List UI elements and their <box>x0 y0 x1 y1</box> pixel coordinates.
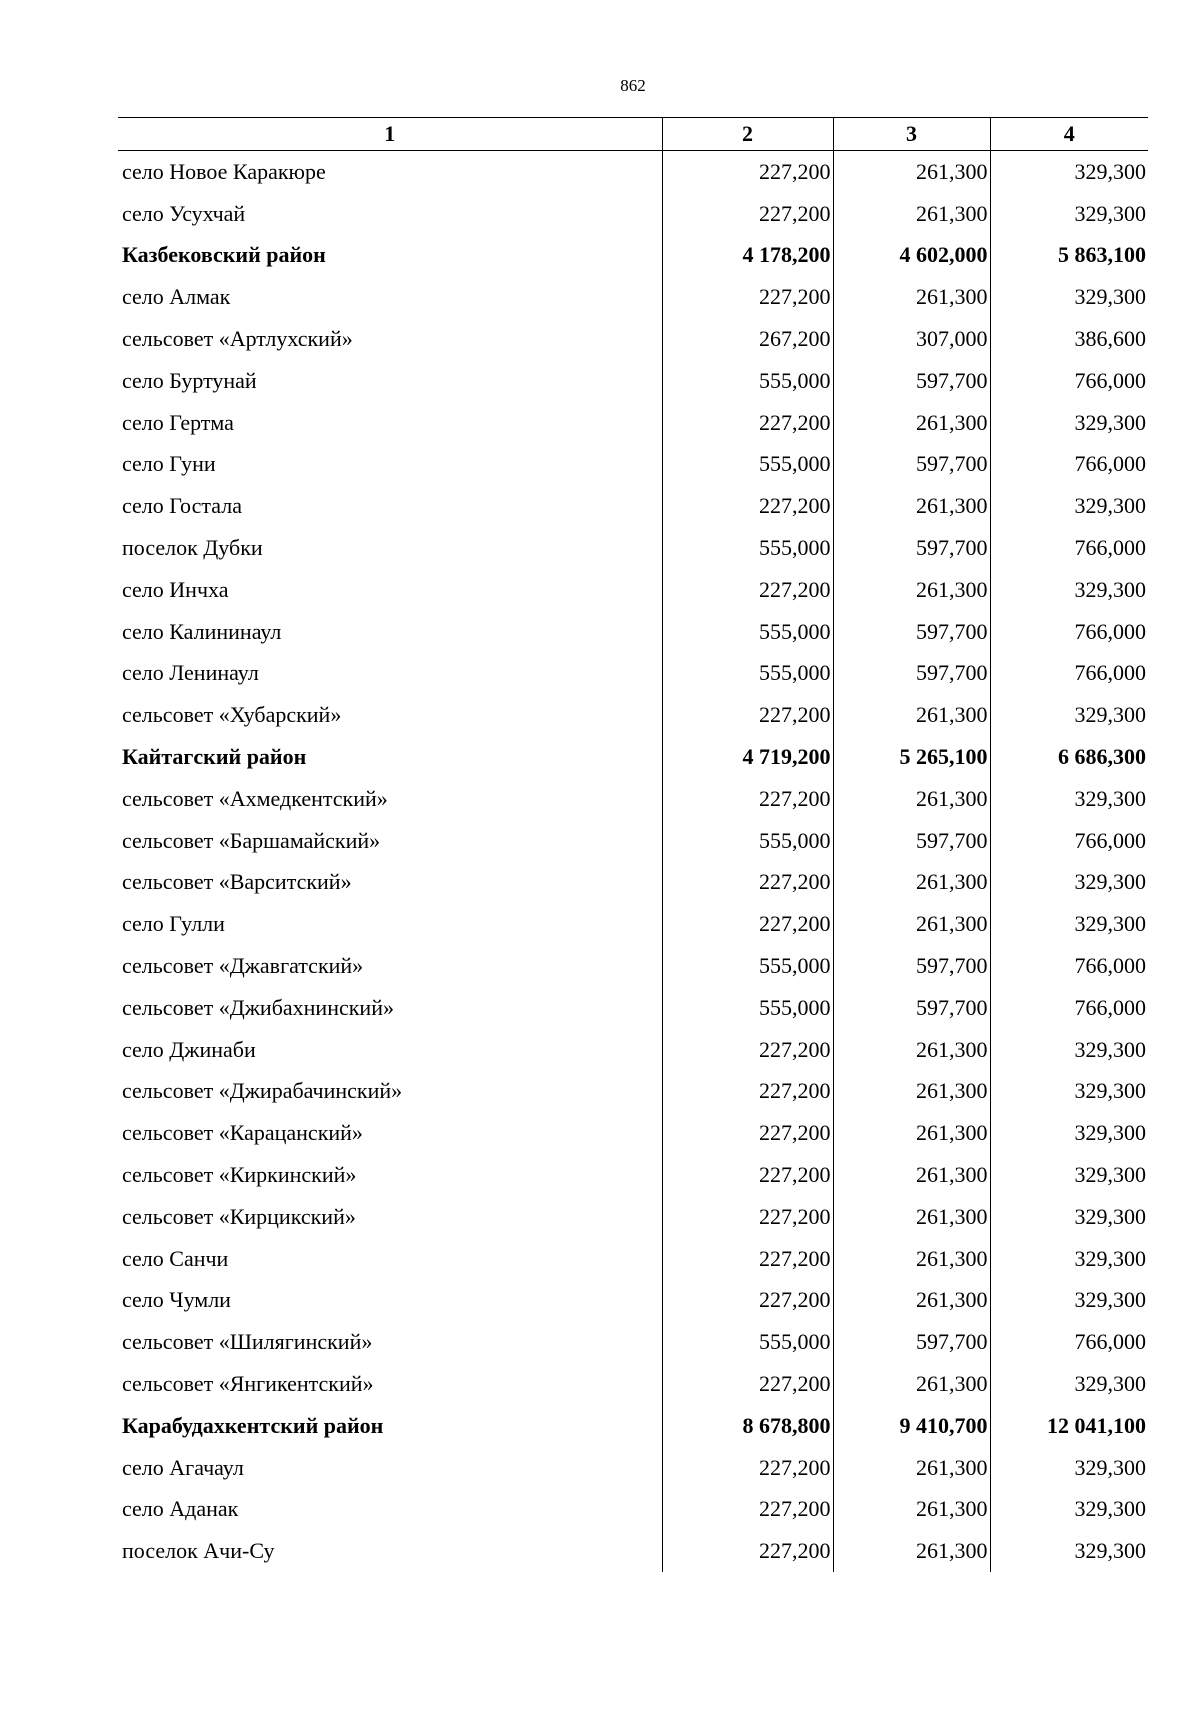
col-3-value: 261,300 <box>833 778 990 820</box>
col-3-value: 261,300 <box>833 694 990 736</box>
table-row <box>118 820 1148 862</box>
col-2-value: 227,200 <box>662 694 833 736</box>
col-4-value: 329,300 <box>990 862 1148 904</box>
table-row <box>118 1363 1148 1405</box>
header-col-2: 2 <box>662 118 833 151</box>
col-4-value: 329,300 <box>990 1112 1148 1154</box>
col-3-value: 261,300 <box>833 1447 990 1489</box>
row-name-cell: сельсовет «Ахмедкентский» <box>122 785 388 811</box>
table-row <box>118 193 1148 235</box>
row-name-cell: сельсовет «Артлухский» <box>122 326 353 352</box>
row-name-cell: село Чумли <box>122 1287 231 1313</box>
col-2-value: 227,200 <box>662 1029 833 1071</box>
col-3-value: 261,300 <box>833 402 990 444</box>
row-name-cell: сельсовет «Джирабачинский» <box>122 1078 403 1104</box>
col-3-value: 261,300 <box>833 1071 990 1113</box>
col-2-value: 555,000 <box>662 987 833 1029</box>
table-row <box>118 1530 1148 1572</box>
col-2-value: 555,000 <box>662 1321 833 1363</box>
table-row <box>118 778 1148 820</box>
col-4-value: 329,300 <box>990 1154 1148 1196</box>
col-4-value: 329,300 <box>990 193 1148 235</box>
row-name-cell: поселок Ачи-Су <box>122 1538 275 1564</box>
col-4-value: 329,300 <box>990 1238 1148 1280</box>
col-3-value: 9 410,700 <box>833 1405 990 1447</box>
col-3-value: 261,300 <box>833 1489 990 1531</box>
table-body <box>118 151 1148 1573</box>
col-2-value: 4 178,200 <box>662 235 833 277</box>
table-row <box>118 151 1148 193</box>
col-4-value: 766,000 <box>990 945 1148 987</box>
col-4-value: 766,000 <box>990 611 1148 653</box>
table-row <box>118 485 1148 527</box>
col-2-value: 555,000 <box>662 360 833 402</box>
col-2-value: 227,200 <box>662 862 833 904</box>
col-3-value: 261,300 <box>833 151 990 193</box>
col-2-value: 227,200 <box>662 778 833 820</box>
header-col-1: 1 <box>118 118 662 151</box>
table-row <box>118 862 1148 904</box>
col-4-value: 329,300 <box>990 1029 1148 1071</box>
col-4-value: 329,300 <box>990 485 1148 527</box>
col-3-value: 261,300 <box>833 1530 990 1572</box>
table-row <box>118 318 1148 360</box>
col-3-value: 261,300 <box>833 1363 990 1405</box>
col-3-value: 261,300 <box>833 1280 990 1322</box>
col-4-value: 329,300 <box>990 1447 1148 1489</box>
col-3-value: 4 602,000 <box>833 235 990 277</box>
district-total-row <box>118 235 1148 277</box>
table-row <box>118 903 1148 945</box>
col-3-value: 261,300 <box>833 569 990 611</box>
col-4-value: 766,000 <box>990 444 1148 486</box>
col-3-value: 261,300 <box>833 276 990 318</box>
row-name-cell: село Ленинаул <box>122 660 259 686</box>
col-4-value: 329,300 <box>990 1363 1148 1405</box>
col-3-value: 261,300 <box>833 485 990 527</box>
header-row <box>118 118 1148 151</box>
table-row <box>118 1489 1148 1531</box>
row-name-cell: сельсовет «Киркинский» <box>122 1162 357 1188</box>
col-3-value: 597,700 <box>833 527 990 569</box>
district-total-row <box>118 736 1148 778</box>
row-name-cell: село Джинаби <box>122 1036 256 1062</box>
col-4-value: 329,300 <box>990 1280 1148 1322</box>
table-row <box>118 402 1148 444</box>
page-number: 862 <box>620 76 646 95</box>
col-3-value: 597,700 <box>833 945 990 987</box>
col-4-value: 386,600 <box>990 318 1148 360</box>
col-4-value: 329,300 <box>990 569 1148 611</box>
col-3-value: 261,300 <box>833 1238 990 1280</box>
col-2-value: 227,200 <box>662 1071 833 1113</box>
row-name-cell: Карабудахкентский район <box>122 1412 384 1438</box>
table-row <box>118 527 1148 569</box>
col-3-value: 261,300 <box>833 1029 990 1071</box>
col-2-value: 227,200 <box>662 1530 833 1572</box>
col-4-value: 5 863,100 <box>990 235 1148 277</box>
col-4-value: 329,300 <box>990 1530 1148 1572</box>
col-2-value: 555,000 <box>662 653 833 695</box>
row-name-cell: село Гуни <box>122 451 216 477</box>
col-4-value: 329,300 <box>990 1489 1148 1531</box>
col-4-value: 329,300 <box>990 778 1148 820</box>
col-4-value: 766,000 <box>990 1321 1148 1363</box>
table-row <box>118 1196 1148 1238</box>
col-4-value: 329,300 <box>990 903 1148 945</box>
table-row <box>118 611 1148 653</box>
col-2-value: 227,200 <box>662 1154 833 1196</box>
table-row <box>118 1112 1148 1154</box>
col-2-value: 227,200 <box>662 569 833 611</box>
col-2-value: 555,000 <box>662 820 833 862</box>
col-3-value: 597,700 <box>833 360 990 402</box>
row-name-cell: сельсовет «Карацанский» <box>122 1120 363 1146</box>
row-name-cell: сельсовет «Хубарский» <box>122 702 342 728</box>
col-2-value: 227,200 <box>662 1238 833 1280</box>
col-3-value: 261,300 <box>833 1112 990 1154</box>
col-3-value: 261,300 <box>833 903 990 945</box>
row-name-cell: село Гостала <box>122 493 242 519</box>
row-name-cell: село Усухчай <box>122 200 246 226</box>
col-2-value: 227,200 <box>662 1447 833 1489</box>
col-2-value: 4 719,200 <box>662 736 833 778</box>
table-row <box>118 276 1148 318</box>
col-2-value: 227,200 <box>662 402 833 444</box>
district-total-row <box>118 1405 1148 1447</box>
row-name-cell: село Агачаул <box>122 1454 244 1480</box>
col-2-value: 227,200 <box>662 1489 833 1531</box>
table-row <box>118 653 1148 695</box>
col-4-value: 766,000 <box>990 527 1148 569</box>
row-name-cell: село Аданак <box>122 1496 239 1522</box>
col-3-value: 597,700 <box>833 653 990 695</box>
col-2-value: 555,000 <box>662 611 833 653</box>
row-name-cell: село Новое Каракюре <box>122 158 326 184</box>
col-2-value: 555,000 <box>662 945 833 987</box>
table-row <box>118 1321 1148 1363</box>
row-name-cell: сельсовет «Янгикентский» <box>122 1371 374 1396</box>
row-name-cell: село Гулли <box>122 911 225 937</box>
row-name-cell: село Буртунай <box>122 367 257 393</box>
row-name-cell: сельсовет «Шилягинский» <box>122 1329 373 1355</box>
col-3-value: 261,300 <box>833 1154 990 1196</box>
col-4-value: 329,300 <box>990 1196 1148 1238</box>
col-3-value: 597,700 <box>833 444 990 486</box>
table-row <box>118 1447 1148 1489</box>
table-row <box>118 360 1148 402</box>
table-row <box>118 694 1148 736</box>
row-name-cell: сельсовет «Кирцикский» <box>122 1203 356 1229</box>
row-name-cell: Кайтагский район <box>122 744 307 770</box>
col-3-value: 261,300 <box>833 193 990 235</box>
col-3-value: 597,700 <box>833 820 990 862</box>
row-name-cell: сельсовет «Варситский» <box>122 869 352 895</box>
table-row <box>118 1238 1148 1280</box>
col-2-value: 227,200 <box>662 1363 833 1405</box>
col-4-value: 766,000 <box>990 360 1148 402</box>
col-3-value: 597,700 <box>833 611 990 653</box>
header-col-4: 4 <box>990 118 1148 151</box>
allocation-table <box>118 117 1148 1572</box>
col-3-value: 261,300 <box>833 862 990 904</box>
col-2-value: 227,200 <box>662 1280 833 1322</box>
table-row <box>118 1154 1148 1196</box>
col-4-value: 766,000 <box>990 653 1148 695</box>
table-row <box>118 945 1148 987</box>
col-2-value: 555,000 <box>662 444 833 486</box>
col-2-value: 227,200 <box>662 151 833 193</box>
col-4-value: 6 686,300 <box>990 736 1148 778</box>
col-4-value: 766,000 <box>990 987 1148 1029</box>
col-4-value: 329,300 <box>990 694 1148 736</box>
row-name-cell: село Гертма <box>122 409 234 435</box>
row-name-cell: село Санчи <box>122 1245 229 1271</box>
col-4-value: 329,300 <box>990 402 1148 444</box>
col-4-value: 766,000 <box>990 820 1148 862</box>
table-header <box>118 118 1148 151</box>
col-4-value: 329,300 <box>990 276 1148 318</box>
row-name-cell: село Инчха <box>122 576 229 602</box>
row-name-cell: село Алмак <box>122 284 231 310</box>
col-3-value: 307,000 <box>833 318 990 360</box>
col-2-value: 555,000 <box>662 527 833 569</box>
col-4-value: 329,300 <box>990 151 1148 193</box>
col-2-value: 227,200 <box>662 193 833 235</box>
col-2-value: 227,200 <box>662 276 833 318</box>
col-3-value: 597,700 <box>833 1321 990 1363</box>
row-name-cell: сельсовет «Баршамайский» <box>122 827 381 853</box>
table-row <box>118 1071 1148 1113</box>
row-name-cell: сельсовет «Джибахнинский» <box>122 994 394 1020</box>
col-2-value: 8 678,800 <box>662 1405 833 1447</box>
table-row <box>118 569 1148 611</box>
table-row <box>118 1280 1148 1322</box>
col-3-value: 5 265,100 <box>833 736 990 778</box>
table-row <box>118 1029 1148 1071</box>
col-2-value: 227,200 <box>662 485 833 527</box>
col-3-value: 261,300 <box>833 1196 990 1238</box>
col-2-value: 227,200 <box>662 903 833 945</box>
col-3-value: 597,700 <box>833 987 990 1029</box>
row-name-cell: сельсовет «Джавгатский» <box>122 953 364 979</box>
col-4-value: 12 041,100 <box>990 1405 1148 1447</box>
col-2-value: 227,200 <box>662 1112 833 1154</box>
col-2-value: 227,200 <box>662 1196 833 1238</box>
table-row <box>118 987 1148 1029</box>
col-4-value: 329,300 <box>990 1071 1148 1113</box>
header-col-3: 3 <box>833 118 990 151</box>
table-row <box>118 444 1148 486</box>
row-name-cell: поселок Дубки <box>122 535 263 561</box>
row-name-cell: село Калининаул <box>122 618 282 644</box>
row-name-cell: Казбековский район <box>122 242 326 268</box>
col-2-value: 267,200 <box>662 318 833 360</box>
